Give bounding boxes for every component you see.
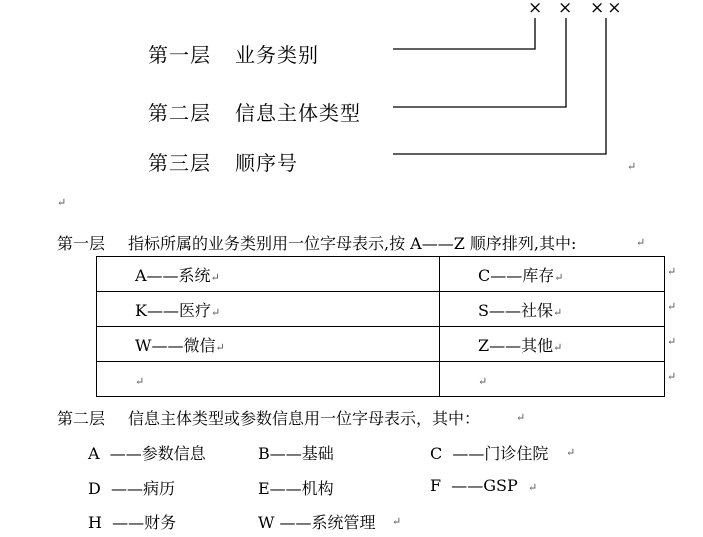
code-segment-1: × [528,0,546,18]
paragraph-mark: ↵ [627,160,637,173]
paragraph-mark: ↵ [636,236,646,249]
layer3-desc: 顺序号 [235,151,298,175]
section2-title: 第二层 [57,409,106,428]
layer2-connector [393,18,566,107]
layer1-desc: 业务类别 [235,43,319,67]
paragraph-mark: ↵ [667,300,677,313]
list-item: A ——参数信息 [88,444,206,463]
paragraph-mark: ↵ [667,265,677,278]
paragraph-mark: ↵ [667,370,677,383]
list-item: D ——病历 [88,479,176,498]
section1-title: 第一层 [57,234,106,253]
table-cell: Z——其他↵ [440,327,665,362]
table-cell: K——医疗↵ [97,292,440,327]
list-item: B——基础 [258,444,334,463]
list-item: H ——财务 [88,513,177,532]
table-row [97,362,665,397]
paragraph-mark: ↵ [667,335,677,348]
table-row [97,292,665,327]
business-category-table [96,256,665,397]
layer1-connector [393,18,535,49]
paragraph-mark: ↵ [57,196,67,209]
section2-text: 信息主体类型或参数信息用一位字母表示，其中： [128,409,481,428]
paragraph-mark: ↵ [566,446,576,459]
table-cell: S——社保↵ [440,292,665,327]
list-item: C ——门诊住院 [430,444,549,463]
table-cell: C——库存↵ [440,257,665,292]
table-cell: ↵ [440,362,665,397]
layer1-label: 第一层 [148,43,211,67]
layer2-label: 第二层 [148,101,211,125]
layer3-label: 第三层 [148,151,211,175]
code-segment-2: × [558,0,576,18]
table-row [97,257,665,292]
paragraph-mark: ↵ [528,481,538,494]
paragraph-mark: ↵ [516,411,526,424]
code-segment-3: ×× [590,0,625,18]
table-cell: W——微信↵ [97,327,440,362]
table-cell: A——系统↵ [97,257,440,292]
paragraph-mark: ↵ [392,515,402,528]
list-item: E——机构 [258,479,334,498]
list-item: F ——GSP [430,476,518,495]
table-row [97,327,665,362]
section1-text: 指标所属的业务类别用一位字母表示,按 A——Z 顺序排列,其中: [128,234,577,253]
layer2-desc: 信息主体类型 [235,101,361,125]
table-cell: ↵ [97,362,440,397]
list-item: W ——系统管理 [258,513,376,532]
layer3-connector [393,18,606,154]
